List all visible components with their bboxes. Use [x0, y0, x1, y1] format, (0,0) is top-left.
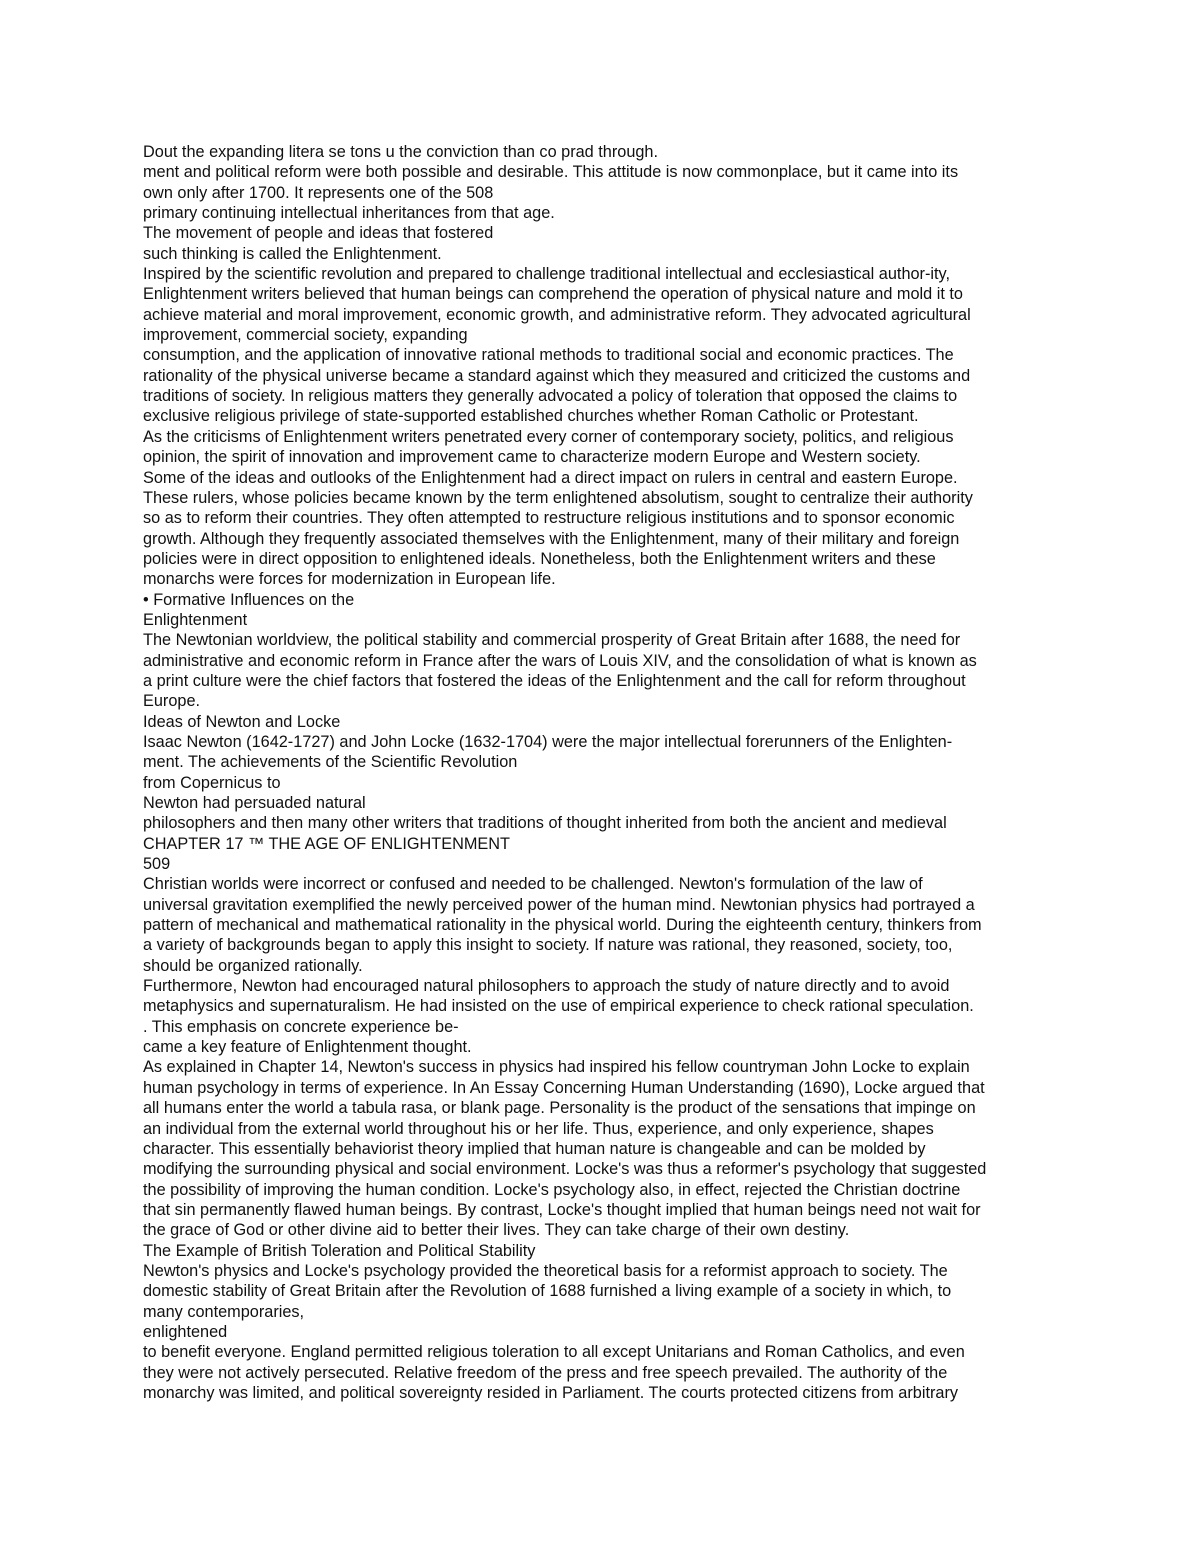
- text-line: domestic stability of Great Britain after the Revolution of 1688 furnished a living example of a society in which, to: [143, 1282, 952, 1301]
- text-line: monarchs were forces for modernization in European life.: [143, 570, 556, 589]
- text-line: Ideas of Newton and Locke: [143, 712, 341, 731]
- text-line: Newton's physics and Locke's psychology provided the theoretical basis for a reformist approach to society. The: [143, 1261, 948, 1280]
- text-line: Some of the ideas and outlooks of the Enlightenment had a direct impact on rulers in central and eastern Europe.: [143, 468, 958, 487]
- text-line: ment and political reform were both possible and desirable. This attitude is now commonplace, but it came into its: [143, 163, 959, 182]
- text-line: policies were in direct opposition to enlightened ideals. Nonetheless, both the Enlightenment writers and these: [143, 549, 936, 568]
- document-body-text: [143, 142, 1083, 1403]
- text-line: own only after 1700. It represents one of the 508: [143, 183, 494, 202]
- text-line: all humans enter the world a tabula rasa, or blank page. Personality is the product of the sensations that impinge on: [143, 1099, 976, 1118]
- text-line: Furthermore, Newton had encouraged natural philosophers to approach the study of nature directly and to avoid: [143, 977, 950, 996]
- text-line: improvement, commercial society, expanding: [143, 326, 468, 345]
- text-line: the possibility of improving the human condition. Locke's psychology also, in effect, rejected the Christian doctrine: [143, 1180, 961, 1199]
- text-line: monarchy was limited, and political sovereignty resided in Parliament. The courts protected citizens from arbitrary: [143, 1383, 959, 1402]
- text-line: As explained in Chapter 14, Newton's success in physics had inspired his fellow countryman John Locke to explain: [143, 1058, 970, 1077]
- text-line: a variety of backgrounds began to apply this insight to society. If nature was rational, they reasoned, society, too,: [143, 936, 953, 955]
- text-line: administrative and economic reform in France after the wars of Louis XIV, and the consolidation of what is known as: [143, 651, 977, 670]
- text-line: Europe.: [143, 692, 201, 711]
- text-line: an individual from the external world throughout his or her life. Thus, experience, and only experience, shapes: [143, 1119, 934, 1138]
- text-line: rationality of the physical universe became a standard against which they measured and criticized the customs and: [143, 366, 971, 385]
- text-line: Isaac Newton (1642-1727) and John Locke (1632-1704) were the major intellectual forerunners of the Enlighten-: [143, 732, 953, 751]
- text-line: so as to reform their countries. They often attempted to restructure religious institutions and to sponsor economic: [143, 509, 955, 528]
- text-line: they were not actively persecuted. Relative freedom of the press and free speech prevailed. The authority of the: [143, 1363, 948, 1382]
- text-line: • Formative Influences on the: [143, 590, 355, 609]
- text-line: the grace of God or other divine aid to better their lives. They can take charge of their own destiny.: [143, 1221, 850, 1240]
- text-line: Enlightenment writers believed that human beings can comprehend the operation of physical nature and mold it to: [143, 285, 963, 304]
- text-line: Christian worlds were incorrect or confused and needed to be challenged. Newton's formulation of the law of: [143, 875, 923, 894]
- text-line: consumption, and the application of innovative rational methods to traditional social and economic practices. The: [143, 346, 954, 365]
- text-line: exclusive religious privilege of state-supported established churches whether Roman Catholic or Protestant.: [143, 407, 919, 426]
- text-line: character. This essentially behaviorist theory implied that human nature is changeable and can be molded by: [143, 1139, 926, 1158]
- text-line: pattern of mechanical and mathematical rationality in the physical world. During the eighteenth century, thinkers from: [143, 916, 982, 935]
- text-line: Enlightenment: [143, 610, 248, 629]
- text-line: ment. The achievements of the Scientific Revolution: [143, 753, 518, 772]
- text-line: a print culture were the chief factors that fostered the ideas of the Enlightenment and the call for reform throughout: [143, 671, 966, 690]
- text-line: Newton had persuaded natural: [143, 794, 366, 812]
- text-line: The Newtonian worldview, the political stability and commercial prosperity of Great Britain after 1688, the need for: [143, 631, 961, 650]
- text-line: human psychology in terms of experience. In An Essay Concerning Human Understanding (1690), Locke argued that: [143, 1078, 985, 1097]
- text-line: achieve material and moral improvement, economic growth, and administrative reform. They advocated agricultural: [143, 305, 971, 324]
- text-line: that sin permanently flawed human beings. By contrast, Locke's thought implied that human beings need not wait for: [143, 1200, 981, 1219]
- text-line: These rulers, whose policies became known by the term enlightened absolutism, sought to centralize their authority: [143, 488, 973, 507]
- text-line: philosophers and then many other writers that traditions of thought inherited from both the ancient and medieval: [143, 814, 947, 833]
- text-line: universal gravitation exemplified the newly perceived power of the human mind. Newtonian physics had portrayed a: [143, 895, 975, 914]
- text-line: traditions of society. In religious matters they generally advocated a policy of toleration that opposed the claims to: [143, 387, 958, 406]
- text-line: came a key feature of Enlightenment thought.: [143, 1038, 472, 1057]
- text-line: Dout the expanding litera se tons u the conviction than co prad through.: [143, 143, 659, 161]
- text-line: metaphysics and supernaturalism. He had insisted on the use of empirical experience to check rational speculation.: [143, 997, 974, 1016]
- text-line: The movement of people and ideas that fostered: [143, 224, 494, 243]
- text-line: from Copernicus to: [143, 773, 281, 792]
- text-line: should be organized rationally.: [143, 956, 363, 975]
- text-line: . This emphasis on concrete experience be-: [143, 1017, 459, 1036]
- text-line: As the criticisms of Enlightenment writers penetrated every corner of contemporary society, politics, and religious: [143, 427, 954, 446]
- text-line: enlightened: [143, 1322, 228, 1341]
- text-line: Inspired by the scientific revolution and prepared to challenge traditional intellectual and ecclesiastical author-ity,: [143, 265, 950, 284]
- text-line: CHAPTER 17 ™ THE AGE OF ENLIGHTENMENT: [143, 834, 510, 853]
- text-line: primary continuing intellectual inheritances from that age.: [143, 204, 555, 223]
- text-line: modifying the surrounding physical and social environment. Locke's was thus a reformer's psychology that suggested: [143, 1160, 987, 1179]
- text-line: opinion, the spirit of innovation and improvement came to characterize modern Europe and Western society.: [143, 448, 921, 467]
- text-line: The Example of British Toleration and Political Stability: [143, 1241, 536, 1260]
- text-line: 509: [143, 855, 171, 874]
- text-line: such thinking is called the Enlightenment.: [143, 244, 442, 263]
- text-line: many contemporaries,: [143, 1302, 305, 1321]
- text-line: to benefit everyone. England permitted religious toleration to all except Unitarians and Roman Catholics, and even: [143, 1343, 965, 1362]
- text-line: growth. Although they frequently associated themselves with the Enlightenment, many of their military and foreign: [143, 529, 960, 548]
